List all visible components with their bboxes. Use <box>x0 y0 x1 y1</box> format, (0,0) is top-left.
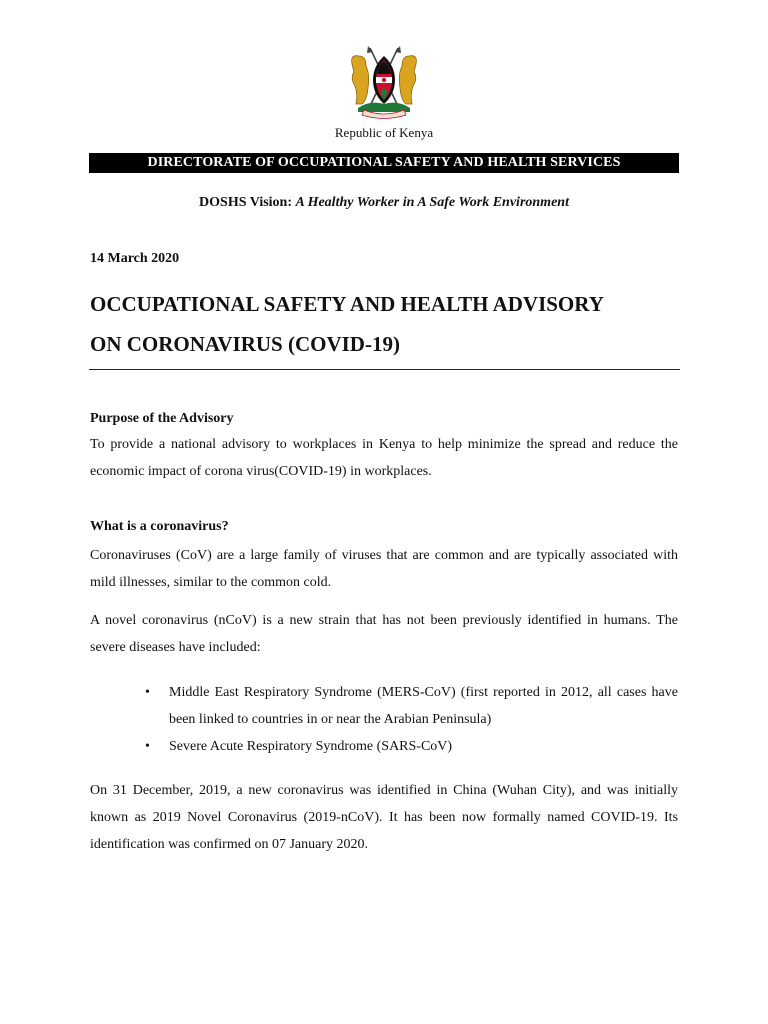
bullet-icon: • <box>145 739 150 754</box>
coat-of-arms-icon <box>346 44 422 120</box>
list-item <box>145 679 678 733</box>
directorate-banner: DIRECTORATE OF OCCUPATIONAL SAFETY AND HEALTH SERVICES <box>89 153 679 173</box>
vision-text: A Healthy Worker in A Safe Work Environment <box>295 195 569 210</box>
title-divider <box>89 369 680 370</box>
coronavirus-definition-paragraph: Coronaviruses (CoV) are a large family of viruses that are common and are typically associated with mild illnesses, similar to the common cold. <box>90 548 678 590</box>
severe-diseases-list <box>145 679 678 760</box>
list-item-text: Middle East Respiratory Syndrome (MERS-CoV) (first reported in 2012, all cases have been linked to countries in or near the Arabian Peninsula) <box>169 685 678 727</box>
covid19-identification-paragraph: On 31 December, 2019, a new coronavirus was identified in China (Wuhan City), and was initially known as 2019 Novel Coronavirus (2019-nCoV). It has been now formally named COVID-19. Its identification was confirmed on 07 January 2020. <box>90 783 678 852</box>
vision-statement <box>0 195 768 211</box>
what-is-coronavirus-heading: What is a coronavirus? <box>90 519 229 534</box>
list-item <box>145 733 678 760</box>
advisory-date: 14 March 2020 <box>90 251 180 266</box>
novel-coronavirus-paragraph: A novel coronavirus (nCoV) is a new strain that has not been previously identified in humans. The severe diseases have included: <box>90 613 678 655</box>
republic-of-kenya-caption: Republic of Kenya <box>334 125 434 140</box>
purpose-heading: Purpose of the Advisory <box>90 411 234 426</box>
list-item-text: Severe Acute Respiratory Syndrome (SARS-CoV) <box>169 739 453 754</box>
advisory-title <box>90 284 680 364</box>
purpose-paragraph: To provide a national advisory to workplaces in Kenya to help minimize the spread and reduce the economic impact of corona virus(COVID-19) in workplaces. <box>90 437 678 479</box>
bullet-icon: • <box>145 685 150 700</box>
vision-label: DOSHS Vision: <box>199 195 293 210</box>
advisory-title-line-2: ON CORONAVIRUS (COVID-19) <box>90 332 400 356</box>
advisory-title-line-1: OCCUPATIONAL SAFETY AND HEALTH ADVISORY <box>90 292 604 316</box>
